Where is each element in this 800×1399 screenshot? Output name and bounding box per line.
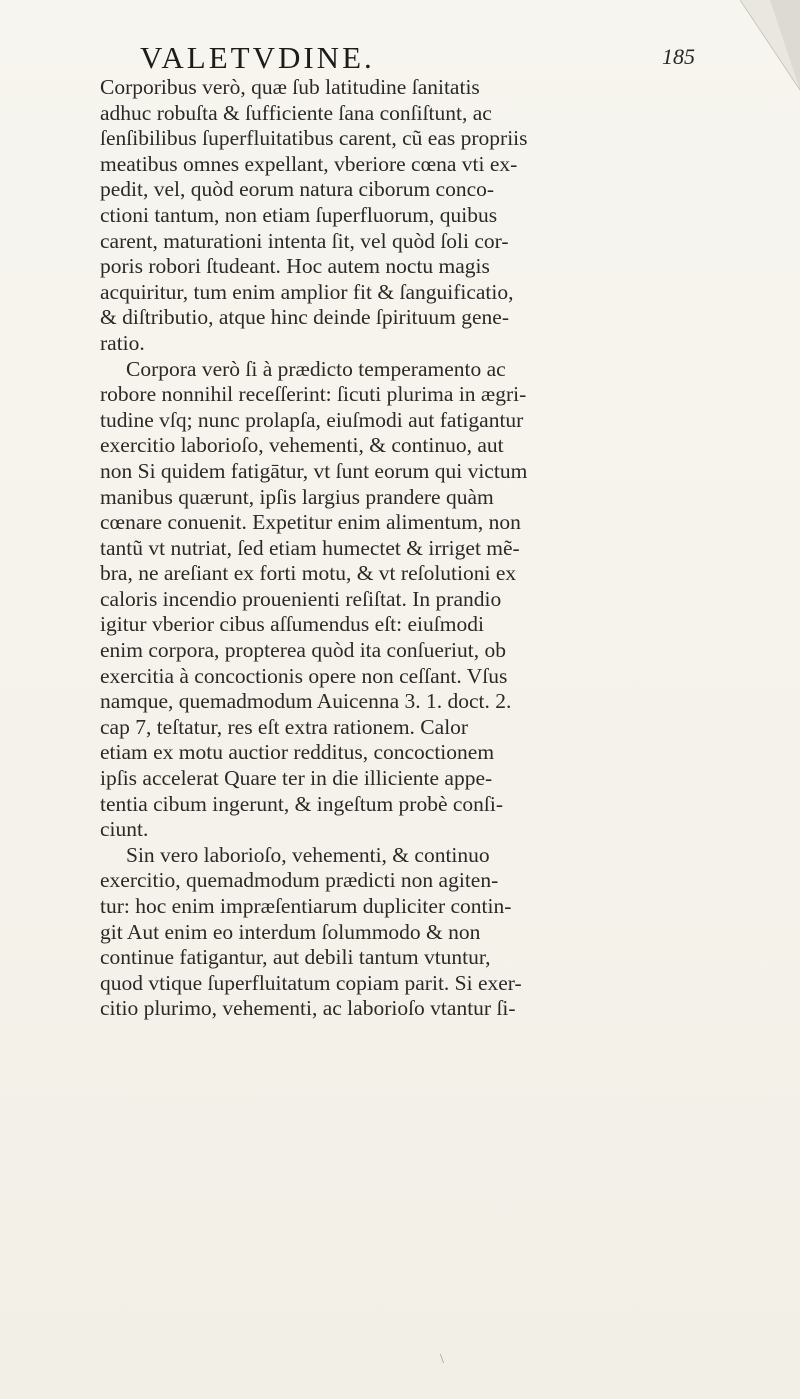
text-line: cœnare conuenit. Expetitur enim alimentum, non <box>100 510 521 535</box>
text-line: tur: hoc enim impræſentiarum dupliciter contin- <box>100 894 512 918</box>
text-line: etiam ex motu auctior redditus, concoctionem <box>100 740 495 765</box>
text-line: ipſis accelerat Quare ter in die illiciente appe- <box>100 766 493 791</box>
page-number: 185 <box>662 44 695 69</box>
text-line: caloris incendio prouenienti reſiſtat. In prandio <box>100 586 502 611</box>
text-line: Sin vero laborioſo, vehementi, & continuo <box>126 842 490 867</box>
text-line: pedit, vel, quòd eorum natura ciborum conco- <box>100 177 495 202</box>
text-line: exercitia à concoctionis opere non ceſſant. Vſus <box>100 663 508 688</box>
text-line: git Aut enim eo interdum ſolummodo & non <box>100 919 481 944</box>
text-line: & diſtributio, atque hinc deinde ſpirituum gene- <box>100 305 510 330</box>
text-line: robore nonnihil receſſerint: ſicuti plurima in ægri- <box>100 382 527 407</box>
paragraph-2 <box>100 357 750 843</box>
text-line: carent, maturationi intenta ſit, vel quòd ſoli cor- <box>100 228 509 253</box>
body-text <box>100 75 750 1022</box>
text-line: tudine vſq; nunc prolapſa, eiuſmodi aut fatigantur <box>100 407 524 432</box>
text-line: ctioni tantum, non etiam ſuperfluorum, quibus <box>100 202 498 227</box>
text-line: tantũ vt nutriat, ſed etiam humectet & irriget mẽ- <box>100 535 520 560</box>
text-line: ſenſibilibus ſuperfluitatibus carent, cũ eas propriis <box>100 126 528 151</box>
text-line: acquiritur, tum enim amplior fit & ſanguificatio, <box>100 279 514 304</box>
text-line: adhuc robuſta & ſufficiente ſana conſiſtunt, ac <box>100 100 492 125</box>
page-header <box>0 40 800 80</box>
footer-mark: \ <box>440 1352 444 1367</box>
text-line: manibus quærunt, ipſis largius prandere quàm <box>100 484 494 509</box>
text-line: enim corpora, propterea quòd ita conſueriut, ob <box>100 638 506 663</box>
paragraph-1 <box>100 75 750 357</box>
text-line: bra, ne areſiant ex forti motu, & vt reſolutioni ex <box>100 561 517 586</box>
text-line: cap 7, teſtatur, res eſt extra rationem. Calor <box>100 714 469 739</box>
text-line: namque, quemadmodum Auicenna 3. 1. doct. 2. <box>100 689 512 714</box>
text-line: ciunt. <box>100 817 149 842</box>
text-line: exercitio laborioſo, vehementi, & continuo, aut <box>100 433 504 458</box>
text-line: continue fatigantur, aut debili tantum vtuntur, <box>100 945 491 970</box>
text-line: poris robori ſtudeant. Hoc autem noctu magis <box>100 254 490 279</box>
text-line: Corporibus verò, quæ ſub latitudine ſanitatis <box>100 75 480 99</box>
text-line: ratio. <box>100 330 145 355</box>
text-line: igitur vberior cibus aſſumendus eſt: eiuſmodi <box>100 612 484 637</box>
text-line: quod vtique ſuperfluitatum copiam parit. Si exer- <box>100 970 522 995</box>
running-head: VALETVDINE. <box>140 40 375 75</box>
paragraph-3 <box>100 843 750 1022</box>
text-line: Corpora verò ſi à prædicto temperamento ac <box>126 356 506 381</box>
text-line: exercitio, quemadmodum prædicti non agiten- <box>100 868 499 893</box>
text-line: tentia cibum ingerunt, & ingeſtum probè conſi- <box>100 791 504 816</box>
text-line: citio plurimo, vehementi, ac laborioſo vtantur ſi- <box>100 996 516 1021</box>
text-line: meatibus omnes expellant, vberiore cœna vti ex- <box>100 151 518 176</box>
text-line: non Si quidem fatigātur, vt ſunt eorum qui victum <box>100 458 528 483</box>
